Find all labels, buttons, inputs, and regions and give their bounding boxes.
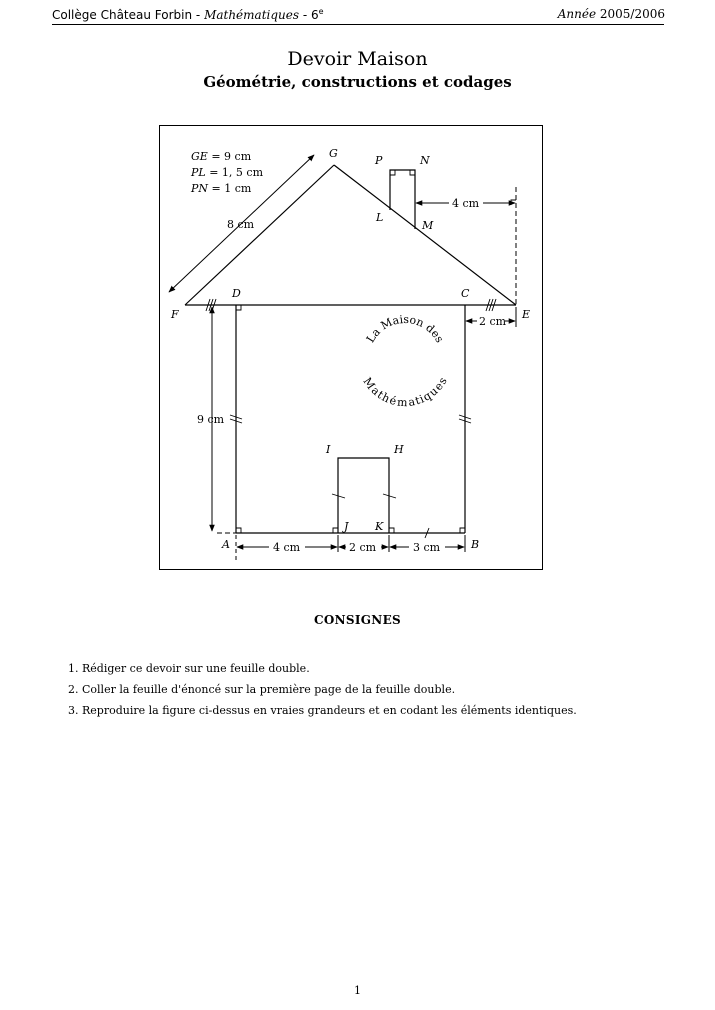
point-label-c: C — [461, 287, 470, 300]
dim-label-base-left: 4 cm — [273, 541, 301, 554]
point-label-f: F — [171, 308, 179, 321]
point-label-p: P — [375, 154, 383, 167]
point-label-e: E — [522, 308, 531, 321]
point-label-d: D — [232, 287, 241, 300]
point-label-n: N — [420, 154, 430, 167]
given-pn: PN = 1 cm — [191, 182, 252, 195]
roof-right-edge — [334, 165, 516, 305]
header-level: - 6 — [299, 8, 319, 22]
point-label-j: J — [344, 520, 349, 533]
dim-label-height: 9 cm — [197, 413, 225, 426]
dim-label-chimney: 4 cm — [452, 197, 480, 210]
given-pl: PL = 1, 5 cm — [191, 166, 264, 179]
list-item-number: 3. — [68, 704, 79, 717]
header-year-value: 2005/2006 — [596, 7, 665, 21]
header-year-label: Année — [557, 7, 597, 21]
list-item — [68, 662, 577, 683]
header-rule — [52, 24, 664, 25]
page-number: 1 — [354, 984, 361, 997]
list-item-text: Coller la feuille d'énoncé sur la première page de la feuille double. — [82, 683, 456, 696]
point-label-m: M — [422, 219, 434, 232]
house-figure — [159, 125, 544, 572]
chimney — [390, 170, 415, 229]
codings — [206, 299, 496, 538]
point-label-k: K — [375, 520, 384, 533]
header-school — [52, 7, 324, 22]
point-label-a: A — [222, 538, 230, 551]
consignes-title: CONSIGNES — [314, 613, 401, 627]
dim-label-overhang: 2 cm — [479, 315, 507, 328]
point-label-b: B — [471, 538, 480, 551]
stamp-top-text: La Maison des — [363, 312, 447, 345]
list-item — [68, 683, 577, 704]
header-level-suffix: e — [318, 7, 324, 16]
point-label-h: H — [394, 443, 404, 456]
given-ge: GE = 9 cm — [191, 150, 252, 163]
list-item-text: Reproduire la figure ci-dessus en vraies grandeurs et en codant les éléments identiques. — [82, 704, 577, 717]
list-item — [68, 704, 577, 725]
header-school-name: Collège Château Forbin - — [52, 8, 205, 22]
dim-label-base-right: 3 cm — [413, 541, 441, 554]
stamp-bottom-text: Mathématiques — [360, 375, 450, 410]
list-item-number: 1. — [68, 662, 79, 675]
point-label-i: I — [326, 443, 331, 456]
list-item-number: 2. — [68, 683, 79, 696]
point-label-g: G — [329, 147, 338, 160]
header-subject: Mathématiques — [204, 8, 300, 22]
page-subtitle: Géométrie, constructions et codages — [203, 73, 512, 91]
dim-label-door: 2 cm — [349, 541, 377, 554]
page-title: Devoir Maison — [287, 48, 428, 70]
consignes-list — [68, 662, 577, 725]
header-year — [558, 7, 665, 21]
right-angle-marks — [236, 170, 516, 533]
dim-label-roof: 8 cm — [227, 218, 255, 231]
list-item-text: Rédiger ce devoir sur une feuille double. — [82, 662, 310, 675]
point-label-l: L — [376, 211, 384, 224]
